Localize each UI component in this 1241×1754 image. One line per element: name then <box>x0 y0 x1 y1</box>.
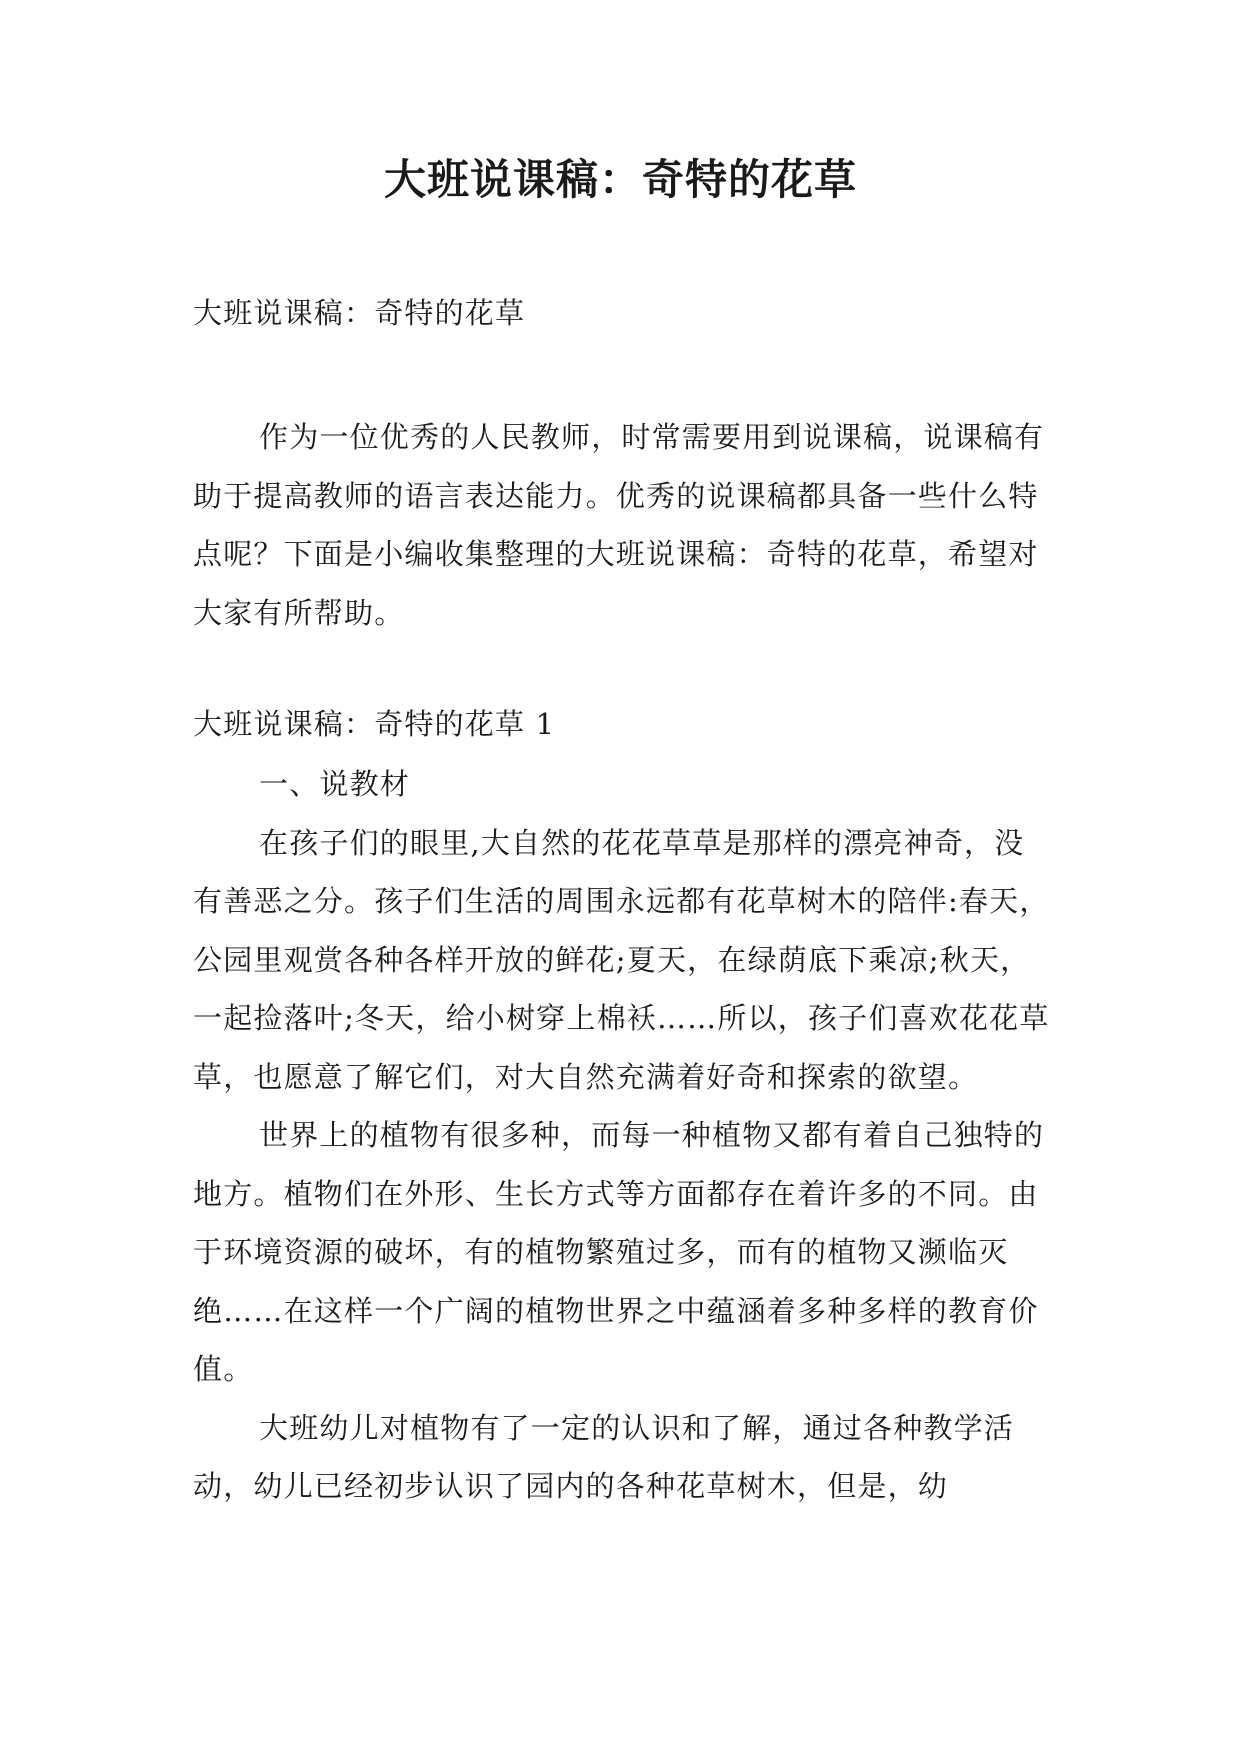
section-heading: 大班说课稿：奇特的花草 1 <box>193 707 556 741</box>
intro-paragraph: 作为一位优秀的人民教师，时常需要用到说课稿，说课稿有助于提高教师的语言表达能力。优秀的说课稿都具备一些什么特点呢？下面是小编收集整理的大班说课稿：奇特的花草，希望对大家有所帮助。 <box>193 420 1045 630</box>
body-paragraph: 在孩子们的眼里,大自然的花花草草是那样的漂亮神奇，没有善恶之分。孩子们生活的周围永远都有花草树木的陪伴:春天，公园里观赏各种各样开放的鲜花;夏天，在绿荫底下乘凉;秋天，一起捡落叶;冬天，给小树穿上棉袄……所以，孩子们喜欢花花草草，也愿意了解它们，对大自然充满着好奇和探索的欲望。 <box>193 825 1050 1094</box>
document-subtitle: 大班说课稿：奇特的花草 <box>193 296 526 330</box>
document-title: 大班说课稿：奇特的花草 <box>383 155 857 204</box>
part-heading: 一、说教材 <box>259 767 411 801</box>
body-paragraph: 世界上的植物有很多种，而每一种植物又都有着自己独特的地方。植物们在外形、生长方式等方面都存在着许多的不同。由于环境资源的破坏，有的植物繁殖过多，而有的植物又濒临灭绝……在这样一个广阔的植物世界之中蕴涵着多种多样的教育价值。 <box>193 1118 1045 1386</box>
body-paragraph: 大班幼儿对植物有了一定的认识和了解，通过各种教学活动，幼儿已经初步认识了园内的各种花草树木，但是，幼 <box>193 1410 1015 1503</box>
section-content <box>193 755 1053 1516</box>
